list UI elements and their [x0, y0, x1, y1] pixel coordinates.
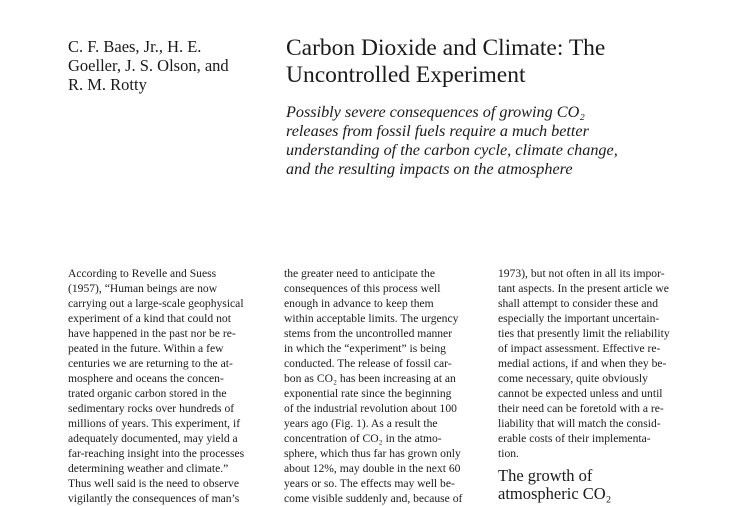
author-list: C. F. Baes, Jr., H. E. Goeller, J. S. Olson, and R. M. Rotty: [68, 37, 229, 94]
body-paragraph-2: the greater need to anticipate the consequences of this process well enough in advance to keep them within acceptable limits. The urgency stems from the uncontrolled manner in which the “experiment” is being conducted. The release of fossil car- bon as CO₂ has been increasing at an exponential rate since the beginning of the industrial revolution about 100 years ago (Fig. 1). As a result the concentration of CO₂ in the atmo- sphere, which thus far has grown only about 12%, may double in the next 60 years or so. The effects may well be- come visible suddenly and, because of: [284, 267, 463, 505]
body-column-2: [284, 266, 484, 505]
body-paragraph-3: 1973), but not often in all its impor- tant aspects. In the present article we shall attempt to consider these and especially the important uncertain- ties that presently limit the reliability of impact assessment. Effective re- medial actions, if and when they be- come necessary, quite obviously cannot be expected unless and until their need can be foretold with a re- liability that will match the consid- erable costs of their implementa- tion.: [498, 267, 670, 460]
section-heading: The growth of atmospheric CO₂: [498, 466, 612, 503]
body-paragraph-1: According to Revelle and Suess (1957), “Human beings are now carrying out a large-scale geophysical experiment of a kind that could not have happened in the past nor be re- peated in the future. Within a few centuries we are returning to the at- mosphere and oceans the concen- trated organic carbon stored in the sedimentary rocks over hundreds of millions of years. This experiment, if adequately documented, may yield a far-reaching insight into the processes determining weather and climate.” Thus well said is the need to observe vigilantly the consequences of man’s: [68, 267, 245, 505]
article-title: Carbon Dioxide and Climate: The Uncontrolled Experiment: [286, 35, 606, 88]
body-column-3: [498, 266, 702, 503]
article-subtitle: Possibly severe consequences of growing CO₂ releases from fossil fuels require a much better understanding of the carbon cycle, climate change, and the resulting impacts on the atmosphere: [286, 103, 618, 178]
body-column-1: [68, 266, 268, 505]
